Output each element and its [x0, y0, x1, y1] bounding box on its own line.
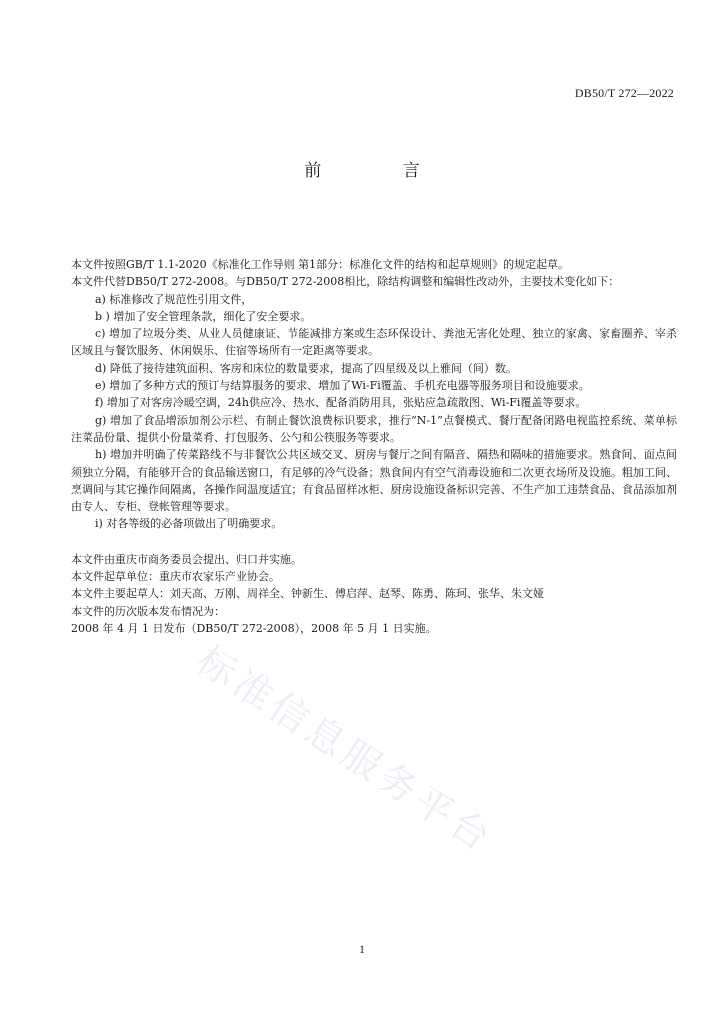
- list-item: a) 标准修改了规范性引用文件，: [95, 292, 253, 306]
- list-item: h) 增加并明确了传菜路线不与非餐饮公共区域交叉、厨房与餐厅之间有隔音、隔热和隔味的措施要求。熟食间、面点间须独立分隔，有能够开合的食品输送窗口，有足够的冷气设备；熟食间内有空气消毒设施和二次更衣场所及设施。粗加工间、烹调间与其它操作间隔离，各操作间温度适宜；有食品留样冰柜、厨房设施设备标识完善、不生产加工违禁食品、食品添加剂由专人、专柜、登帐管理等要求。: [71, 448, 677, 514]
- paragraph: 本文件起草单位：重庆市农家乐产业协会。: [71, 570, 280, 584]
- list-item: e) 增加了多种方式的预订与结算服务的要求、增加了Wi-Fi覆盖、手机充电器等服务项目和设施要求。: [95, 379, 590, 393]
- paragraph: 本文件按照GB/T 1.1-2020《标准化工作导则 第1部分：标准化文件的结构和起草规则》的规定起草。: [71, 258, 570, 271]
- document-code: DB50/T 272—2022: [574, 86, 674, 100]
- paragraph-gap: [71, 533, 677, 551]
- list-item: f) 增加了对客房冷暖空调，24h供应冷、热水、配备消防用具，张贴应急疏散图、Wi-Fi覆盖等要求。: [95, 396, 587, 410]
- list-item: g) 增加了食品增添加剂公示栏、有制止餐饮浪费标识要求，推行“N-1”点餐模式、餐厅配备闭路电视监控系统、菜单标注菜品份量、提供小份量菜肴、打包服务、公勺和公筷服务等要求。: [71, 413, 677, 444]
- paragraph: 本文件的历次版本发布情况为：: [71, 604, 225, 618]
- page-number: 1: [359, 942, 365, 956]
- paragraph: 本文件代替DB50/T 272-2008。与DB50/T 272-2008相比，除结构调整和编辑性改动外，主要技术变化如下：: [71, 275, 620, 289]
- document-body: [71, 256, 677, 637]
- watermark: 标准信息服务平台: [189, 637, 502, 862]
- list-item: i) 对各等级的必备项做出了明确要求。: [95, 517, 283, 531]
- paragraph: 本文件主要起草人：刘天高、万刚、周祥全、钟新生、傅启萍、赵琴、陈勇、陈珂、张华、朱文娅: [71, 587, 544, 601]
- paragraph: 本文件由重庆市商务委员会提出、归口并实施。: [71, 552, 302, 566]
- list-item: b ) 增加了安全管理条款，细化了安全要求。: [95, 309, 312, 323]
- paragraph: 2008 年 4 月 1 日发布（DB50/T 272-2008），2008 年 5 月 1 日实施。: [71, 621, 437, 635]
- page-title: 前 言: [304, 161, 458, 181]
- list-item: c) 增加了垃圾分类、从业人员健康证、节能减排方案或生态环保设计、粪池无害化处理、独立的家禽、家畜圈养、宰杀区域且与餐饮服务、休闲娱乐、住宿等场所有一定距离等要求。: [71, 327, 677, 358]
- list-item: d) 降低了接待建筑面积、客房和床位的数量要求，提高了四星级及以上雅间（间）数。: [95, 361, 517, 375]
